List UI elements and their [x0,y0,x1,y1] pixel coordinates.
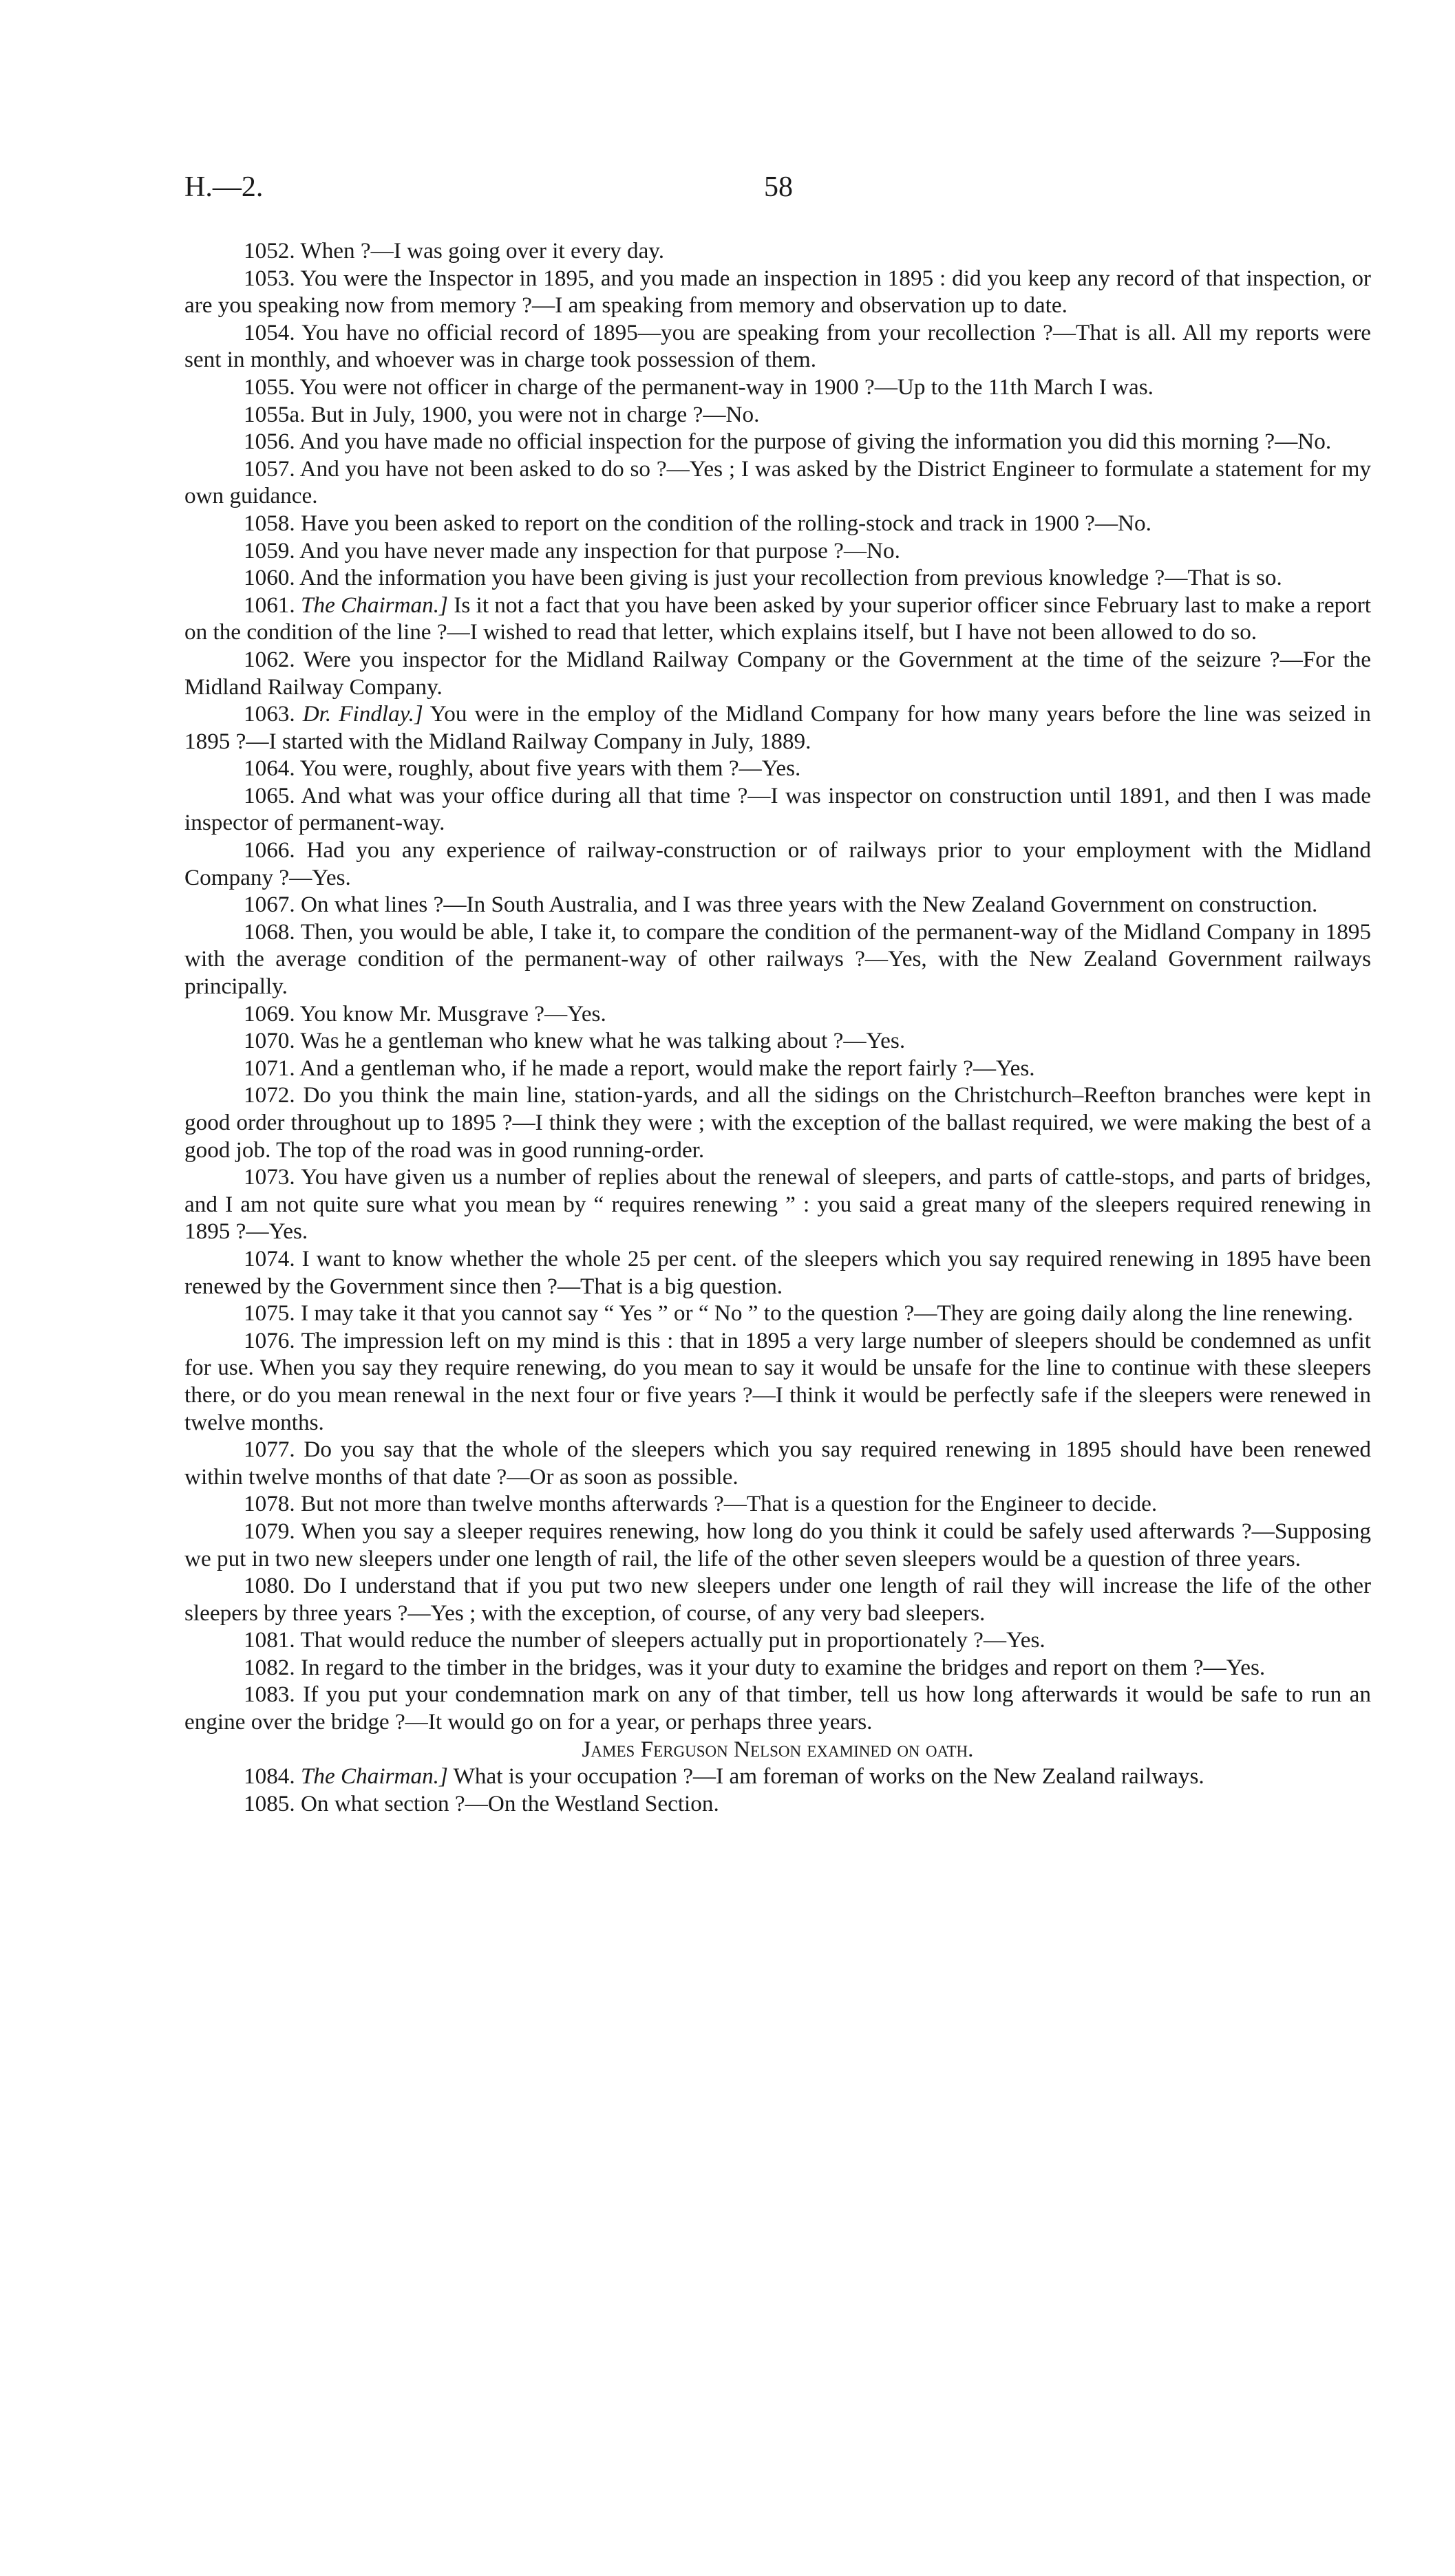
question-paragraph [184,428,1371,455]
question-text: And a gentleman who, if he made a report, would make the report fairly ?—Yes. [299,1055,1035,1081]
question-number: 1074. [244,1245,295,1271]
question-number: 1068. [244,919,295,945]
question-text: When ?—I was going over it every day. [300,238,665,264]
question-number: 1071. [244,1055,295,1081]
question-text: Do I understand that if you put two new sleepers under one length of rail they will increase the life of the other sleepers by three years ?—Yes ; with the exception, of course, of any very bad sleepers. [184,1573,1372,1626]
question-text: But not more than twelve months afterwards ?—That is a question for the Engineer to decide. [300,1491,1158,1517]
question-number: 1069. [244,1000,295,1027]
question-text: And you have not been asked to do so ?—Yes ; I was asked by the District Engineer to formulate a statement for my own guidance. [184,455,1371,509]
question-text: And the information you have been giving is just your recollection from previous knowledge ?—That is so. [299,565,1282,591]
question-number: 1060. [244,565,295,591]
question-paragraph [184,564,1371,592]
question-text: You were, roughly, about five years with them ?—Yes. [299,755,801,782]
question-text: Were you inspector for the Midland Railway Company or the Government at the time of the seizure ?—For the Midland Railway Company. [184,646,1371,700]
question-paragraph [184,1490,1371,1518]
question-text: Was he a gentleman who knew what he was talking about ?—Yes. [300,1028,906,1054]
question-paragraph [184,837,1371,891]
question-paragraph [184,891,1371,919]
question-text: That would reduce the number of sleepers actually put in proportionately ?—Yes. [300,1627,1045,1653]
question-number: 1064. [244,755,295,782]
question-number: 1070. [244,1028,295,1054]
question-paragraph [184,1055,1371,1082]
question-paragraph [184,1300,1371,1327]
question-text: Do you say that the whole of the sleepers which you say required renewing in 1895 should have been renewed within twelve months of that date ?—Or as soon as possible. [184,1437,1371,1490]
question-paragraph [184,455,1371,510]
speaker-name: The Chairman.] [300,1763,448,1790]
question-number: 1056. [244,429,295,455]
question-paragraph [184,1027,1371,1055]
question-number: 1061. [244,592,295,618]
question-paragraph [184,755,1371,782]
question-paragraph [184,592,1371,646]
question-text: You have given us a number of replies about the renewal of sleepers, and parts of cattle-stops, and parts of bridges, and I am not quite sure what you mean by “ requires renewing ” : you said a great many of the sleepers required renewing in 1895 ?—Yes. [184,1164,1371,1245]
question-number: 1080. [244,1573,295,1599]
question-paragraph [184,919,1371,1000]
question-number: 1082. [244,1654,295,1680]
question-paragraph [184,1327,1371,1436]
question-text: What is your occupation ?—I am foreman of works on the New Zealand railways. [453,1763,1204,1790]
question-text: I may take it that you cannot say “ Yes ” or “ No ” to the question ?—They are going daily along the line renewing. [300,1300,1353,1327]
question-text: On what section ?—On the Westland Section. [300,1790,719,1816]
question-paragraph [184,1572,1371,1627]
question-text: Then, you would be able, I take it, to compare the condition of the permanent-way of the Midland Company in 1895 with the average condition of the permanent-way of other railways ?—Yes, with the New Zealand Government railways principally. [184,919,1371,1000]
question-number: 1057. [244,455,295,482]
question-number: 1079. [244,1518,295,1544]
question-text: Do you think the main line, station-yards, and all the sidings on the Christchurch–Reefton branches were kept in good order throughout up to 1895 ?—I think they were ; with the exception of the ballast required, we were making the best of a good job. The top of the road was in good running-order. [184,1082,1371,1163]
question-text: If you put your condemnation mark on any of that timber, tell us how long afterwards it would be safe to run an engine over the bridge ?—It would go on for a year, or perhaps three years. [184,1682,1372,1735]
question-number: 1053. [244,265,295,291]
question-number: 1055. [244,374,295,400]
question-number: 1062. [244,646,295,672]
question-number: 1052. [244,238,295,264]
question-number: 1077. [244,1437,295,1463]
question-text: You were in the employ of the Midland Company for how many years before the line was seized in 1895 ?—I started with the Midland Railway Company in July, 1889. [184,701,1372,754]
question-text: You were the Inspector in 1895, and you made an inspection in 1895 : did you keep any record of that inspection, or are you speaking now from memory ?—I am speaking from memory and observation up to date. [184,265,1371,319]
question-paragraph [184,1518,1371,1572]
speaker-name: Dr. Findlay.] [302,701,423,727]
question-paragraph [184,537,1371,565]
question-paragraph [184,401,1371,429]
question-number: 1063. [244,701,295,727]
question-text: In regard to the timber in the bridges, was it your duty to examine the bridges and report on them ?—Yes. [300,1654,1266,1680]
speaker-name: The Chairman.] [301,592,448,618]
question-paragraph [184,237,1371,265]
question-text: The impression left on my mind is this : that in 1895 a very large number of sleepers should be condemned as unfit for use. When you say they require renewing, do you mean to say it would be unsafe for the line to continue with these sleepers there, or do you mean renewal in the next four or five years ?—I think it would be perfectly safe if the sleepers were renewed in twelve months. [184,1327,1371,1435]
question-text: You have no official record of 1895—you are speaking from your recollection ?—That is all. All my reports were sent in monthly, and whoever was in charge took possession of them. [184,319,1371,373]
question-paragraph [184,700,1371,755]
question-text: When you say a sleeper requires renewing, how long do you think it could be safely used afterwards ?—Supposing we put in two new sleepers under one length of rail, the life of the other seven sleepers would be a question of three years. [184,1518,1371,1571]
question-text: Is it not a fact that you have been asked by your superior officer since February last to make a report on the condition of the line ?—I wished to read that letter, which explains itself, but I have not been allowed to do so. [184,592,1372,645]
document-reference: H.—2. [184,171,264,203]
question-text: I want to know whether the whole 25 per cent. of the sleepers which you say required renewing in 1895 have been renewed by the Government since then ?—That is a big question. [184,1245,1372,1299]
question-paragraph [184,646,1371,700]
question-number: 1078. [244,1491,295,1517]
question-number: 1083. [244,1682,295,1708]
question-text: And you have never made any inspection for that purpose ?—No. [299,537,900,564]
question-number: 1058. [244,510,295,536]
question-paragraph [184,1082,1371,1163]
question-paragraph [184,510,1371,537]
question-number: 1084. [244,1763,295,1790]
question-number: 1055a. [244,401,306,427]
page-number: 58 [764,171,793,203]
question-paragraph [184,1681,1371,1735]
question-number: 1081. [244,1627,295,1653]
question-text: But in July, 1900, you were not in charge ?—No. [310,401,760,427]
question-number: 1065. [244,782,295,808]
question-number: 1085. [244,1790,295,1816]
question-number: 1076. [244,1327,295,1353]
question-paragraph [184,1790,1371,1818]
question-text: Have you been asked to report on the condition of the rolling-stock and track in 1900 ?—No. [300,510,1151,536]
question-paragraph [184,782,1371,837]
question-text: On what lines ?—In South Australia, and I was three years with the New Zealand Government on construction. [300,892,1318,918]
question-text: And you have made no official inspection for the purpose of giving the information you did this morning ?—No. [299,429,1332,455]
question-number: 1059. [244,537,295,564]
question-text: You were not officer in charge of the permanent-way in 1900 ?—Up to the 11th March I was. [299,374,1154,400]
question-paragraph [184,265,1371,319]
question-paragraph [184,1654,1371,1682]
question-paragraph [184,1245,1371,1300]
question-paragraph [184,374,1371,401]
question-number: 1067. [244,892,295,918]
witness-heading: James Ferguson Nelson examined on oath. [582,1736,974,1762]
question-paragraph [184,319,1371,374]
question-text: And what was your office during all that time ?—I was inspector on construction until 1891, and then I was made inspector of permanent-way. [184,782,1372,836]
question-paragraph [184,1763,1371,1790]
question-number: 1075. [244,1300,295,1327]
question-paragraph [184,1163,1371,1245]
testimony-body [184,237,1371,1817]
question-number: 1072. [244,1082,295,1108]
question-paragraph [184,1627,1371,1654]
question-text: You know Mr. Musgrave ?—Yes. [299,1000,606,1027]
question-text: Had you any experience of railway-construction or of railways prior to your employment with the Midland Company ?—Yes. [184,837,1372,890]
question-number: 1066. [244,837,295,863]
question-number: 1073. [244,1164,295,1190]
question-paragraph [184,1000,1371,1028]
question-number: 1054. [244,319,295,345]
question-paragraph [184,1436,1371,1490]
running-head [0,171,1455,212]
